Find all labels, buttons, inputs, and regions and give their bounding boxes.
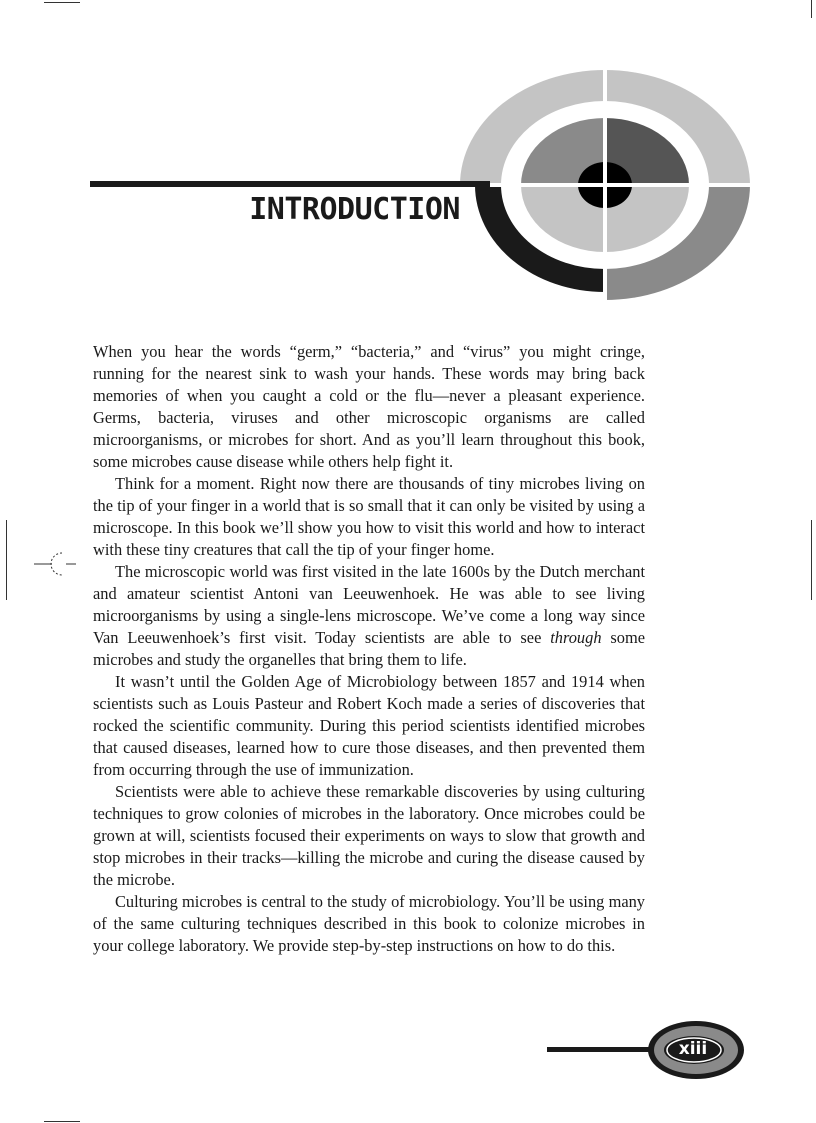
paragraph: Think for a moment. Right now there are thousands of tiny microbes living on the tip of your finger in a world that is so small that it can only be visited by using a microscope. In this book we’ll show you how to visit this world and how to interact with these tiny creatures that call the tip of your finger home. [93,474,645,559]
paragraph-text: The microscopic world was first visited in the late 1600s by the Dutch merchant and amateur scientist Antoni van Leeuwenhoek. He was able to see living microorganisms by using a single-lens microscope. We’ve come a long way since Van Leeuwenhoek’s first visit. Today scientists are able to see [93,562,645,647]
paragraph: When you hear the words “germ,” “bacteria,” and “virus” you might cringe, running for the nearest sink to wash your hands. These words may bring back memories of when you caught a cold or the flu—never a pleasant experience. Germs, bacteria, viruses and other microscopic organisms are called microorganisms, or microbes for short. And as you’ll learn throughout this book, some microbes cause disease while others help fight it. [93,342,645,471]
chapter-title: INTRODUCTION [249,192,460,227]
crop-mark-right-edge [811,520,812,600]
crop-mark-left-edge [6,520,7,600]
paragraph: Scientists were able to achieve these remarkable discoveries by using culturing techniques to grow colonies of microbes in the laboratory. Once microbes could be grown at will, scientists focused their experiments on ways to slow that growth and stop microbes in their tracks—killing the microbe and curing the disease caused by the microbe. [93,782,645,889]
page-number: xiii [678,1039,708,1059]
emphasis: through [550,628,602,647]
paragraph [93,561,645,671]
body-text [93,341,645,957]
registration-mark-icon [32,549,78,579]
paragraph: It wasn’t until the Golden Age of Microbiology between 1857 and 1914 when scientists such as Louis Pasteur and Robert Koch made a series of discoveries that rocked the scientific community. During this period scientists identified microbes that caused diseases, learned how to cure those diseases, and then prevented them from occurring through the use of immunization. [93,672,645,779]
target-emblem-icon [460,70,750,300]
title-rule [90,181,490,187]
crop-mark-bottom-left [44,1121,80,1122]
crop-mark-top-right [811,0,812,18]
paragraph-text: some microbes and study the organelles that bring them to life. [93,628,645,669]
paragraph: Culturing microbes is central to the study of microbiology. You’ll be using many of the same culturing techniques described in this book to colonize microbes in your college laboratory. We provide step-by-step instructions on how to do this. [93,892,645,955]
crop-mark-top-left [44,2,80,3]
